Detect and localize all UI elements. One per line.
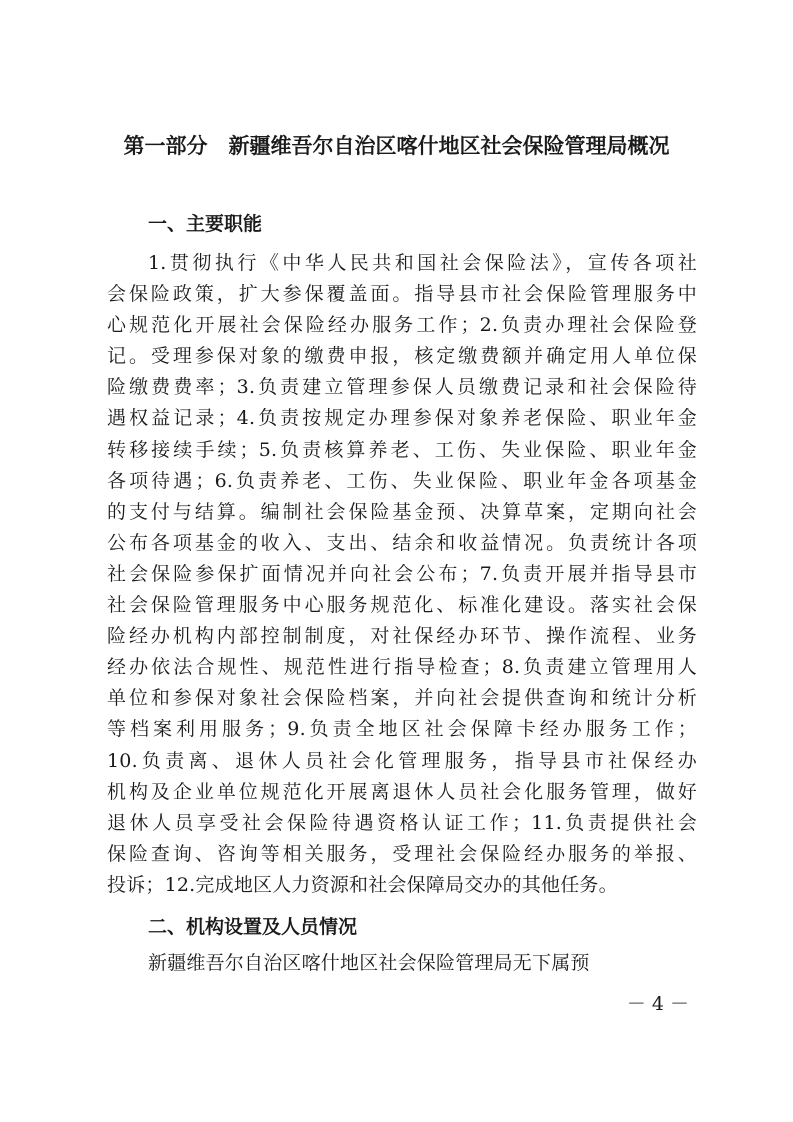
paragraph-line: 公布各项基金的收入、支出、结余和收益情况。负责统计各项 xyxy=(107,531,697,554)
paragraph-line: 投诉；12.完成地区人力资源和社会保障局交办的其他任务。 xyxy=(107,873,618,896)
paragraph-line: 1.贯彻执行《中华人民共和国社会保险法》，宣传各项社 xyxy=(148,252,697,274)
paragraph-line: 经办依法合规性、规范性进行指导检查；8.负责建立管理用人 xyxy=(107,656,697,679)
paragraph-line: 退休人员享受社会保险待遇资格认证工作；11.负责提供社会 xyxy=(107,811,697,834)
paragraph-line: 新疆维吾尔自治区喀什地区社会保险管理局无下属预 xyxy=(148,952,590,974)
paragraph-line: 险经办机构内部控制制度，对社保经办环节、操作流程、业务 xyxy=(107,625,697,648)
paragraph-line: 机构及企业单位规范化开展离退休人员社会化服务管理，做好 xyxy=(107,780,697,803)
paragraph-line: 记。受理参保对象的缴费申报，核定缴费额并确定用人单位保 xyxy=(107,345,697,368)
page-number: － 4 － xyxy=(626,993,689,1015)
paragraph-line: 会保险政策，扩大参保覆盖面。指导县市社会保险管理服务中 xyxy=(107,283,697,306)
paragraph-line: 社会保险参保扩面情况并向社会公布；7.负责开展并指导县市 xyxy=(107,562,697,585)
paragraph-line: 转移接续手续；5.负责核算养老、工伤、失业保险、职业年金 xyxy=(107,438,697,461)
paragraph-line: 各项待遇；6.负责养老、工伤、失业保险、职业年金各项基金 xyxy=(107,469,697,492)
organization-paragraph xyxy=(107,948,697,979)
section-heading-main-functions: 一、主要职能 xyxy=(148,213,263,235)
paragraph-line: 的支付与结算。编制社会保险基金预、决算草案，定期向社会 xyxy=(107,500,697,523)
paragraph-line: 遇权益记录；4.负责按规定办理参保对象养老保险、职业年金 xyxy=(107,407,697,430)
section-heading-organization: 二、机构设置及人员情况 xyxy=(148,916,358,938)
paragraph-line: 单位和参保对象社会保险档案，并向社会提供查询和统计分析 xyxy=(107,687,697,710)
paragraph-line: 10.负责离、退休人员社会化管理服务，指导县市社保经办 xyxy=(107,749,697,772)
main-functions-paragraph xyxy=(107,248,697,901)
paragraph-line: 等档案利用服务；9.负责全地区社会保障卡经办服务工作； xyxy=(107,718,697,741)
paragraph-line: 心规范化开展社会保险经办服务工作；2.负责办理社会保险登 xyxy=(107,314,697,337)
paragraph-line: 社会保险管理服务中心服务规范化、标准化建设。落实社会保 xyxy=(107,594,697,617)
paragraph-line: 险缴费费率；3.负责建立管理参保人员缴费记录和社会保险待 xyxy=(107,376,697,399)
paragraph-line: 保险查询、咨询等相关服务，受理社会保险经办服务的举报、 xyxy=(107,842,697,865)
document-title: 第一部分 新疆维吾尔自治区喀什地区社会保险管理局概况 xyxy=(123,134,670,158)
